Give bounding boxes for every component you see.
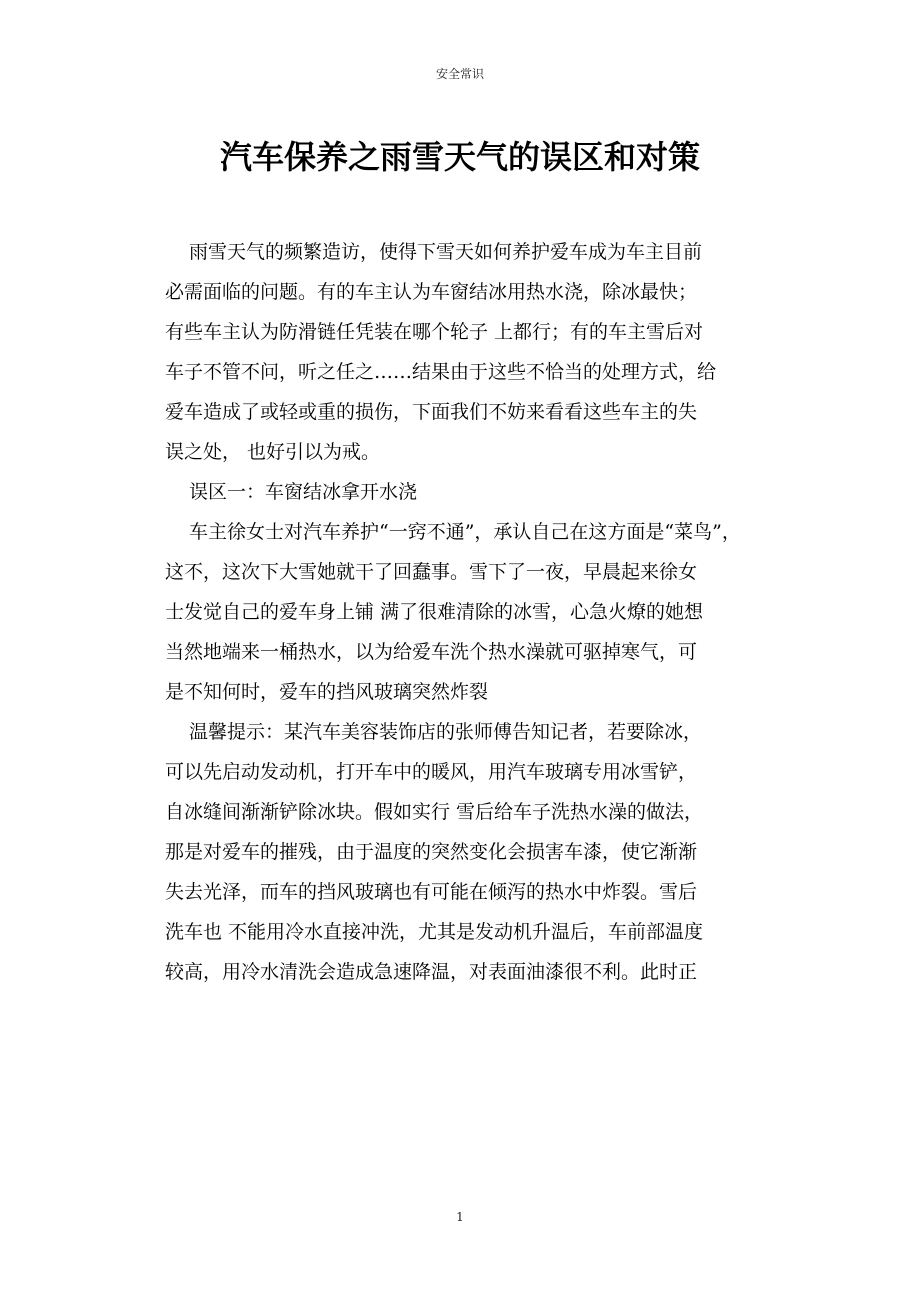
paragraph-line: 必需面临的问题。有的车主认为车窗结冰用热水浇，除冰最快； <box>165 281 698 303</box>
paragraph-line: 洗车也 不能用冷水直接冲洗，尤其是发动机升温后，车前部温度 <box>165 921 704 943</box>
paragraph-line: 爱车造成了或轻或重的损伤，下面我们不妨来看看这些车主的失 <box>165 401 698 423</box>
document-title: 汽车保养之雨雪天气的误区和对策 <box>219 138 700 176</box>
tip-paragraph-line: 温馨提示：某汽车美容装饰店的张师傅告知记者，若要除冰， <box>189 721 703 743</box>
paragraph-line: 车子不管不问，听之任之……结果由于这些不恰当的处理方式，给 <box>165 361 717 383</box>
document-body <box>165 232 805 992</box>
page-header: 安全常识 <box>435 67 484 81</box>
paragraph-line: 当然地端来一桶热水，以为给爱车洗个热水澡就可驱掉寒气，可 <box>165 641 698 663</box>
paragraph-line: 误之处， 也好引以为戒。 <box>165 441 381 463</box>
paragraph-line: 士发觉自己的爱车身上铺 满了很难清除的冰雪，心急火燎的她想 <box>165 601 704 623</box>
paragraph-line: 雨雪天气的频繁造访，使得下雪天如何养护爱车成为车主目前 <box>189 241 703 263</box>
paragraph-line: 车主徐女士对汽车养护“一窍不通”，承认自己在这方面是“菜鸟”， <box>189 521 741 543</box>
paragraph-line: 这不，这次下大雪她就干了回蠢事。雪下了一夜，早晨起来徐女 <box>165 561 698 583</box>
paragraph-line: 较高，用冷水清洗会造成急速降温，对表面油漆很不利。此时正 <box>165 961 698 983</box>
paragraph-line: 那是对爱车的摧残，由于温度的突然变化会损害车漆，使它渐渐 <box>165 841 698 863</box>
page-number: 1 <box>456 1210 464 1224</box>
paragraph-line: 失去光泽，而车的挡风玻璃也有可能在倾泻的热水中炸裂。雪后 <box>165 881 698 903</box>
paragraph-line: 可以先启动发动机，打开车中的暖风，用汽车玻璃专用冰雪铲， <box>165 761 698 783</box>
paragraph-line: 有些车主认为防滑链任凭装在哪个轮子 上都行；有的车主雪后对 <box>165 321 704 343</box>
section-heading-line: 误区一：车窗结冰拿开水浇 <box>189 481 418 503</box>
paragraph-line: 自冰缝间渐渐铲除冰块。假如实行 雪后给车子洗热水澡的做法， <box>165 801 704 823</box>
paragraph-line: 是不知何时，爱车的挡风玻璃突然炸裂 <box>165 681 489 703</box>
